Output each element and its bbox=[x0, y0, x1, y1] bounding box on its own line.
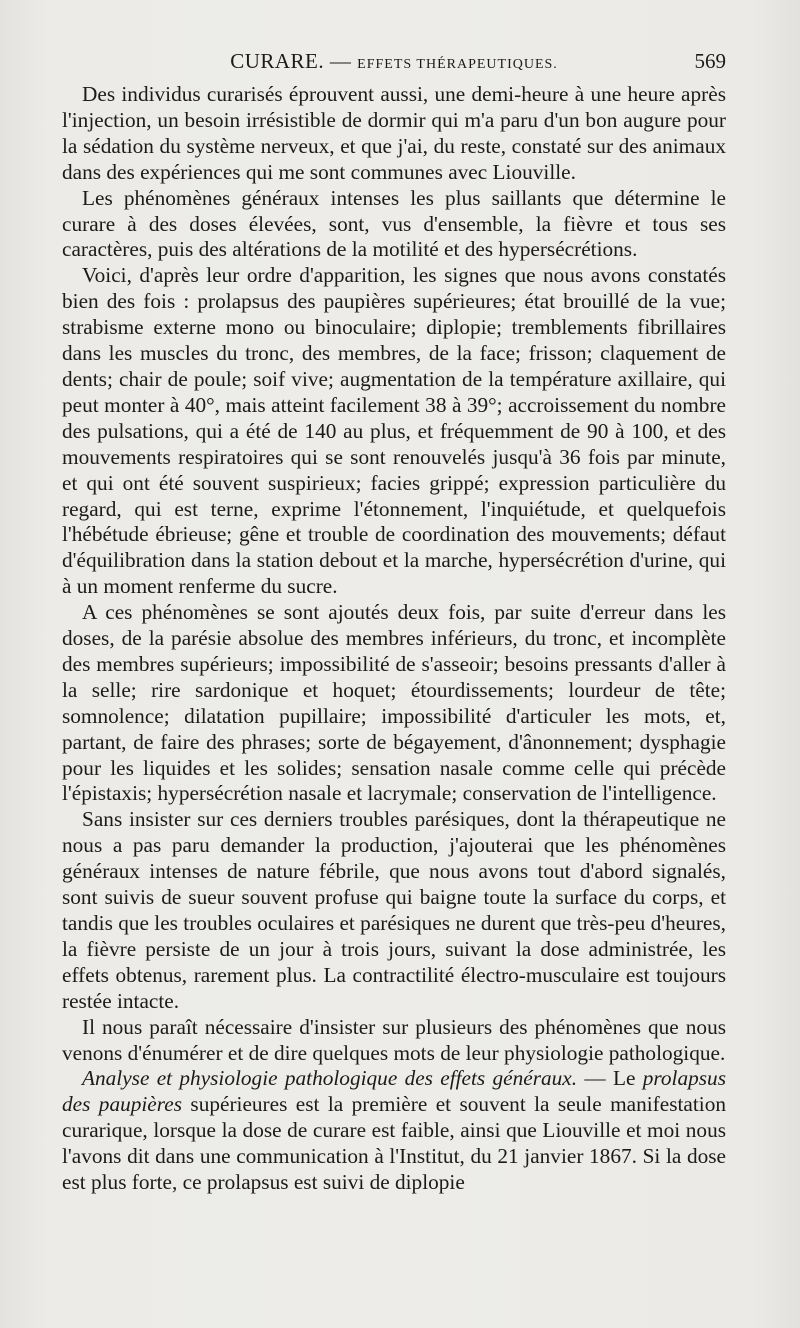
heading-dash: — Le bbox=[577, 1066, 643, 1091]
section-heading-italic: Analyse et physiologie pathologique des effets généraux. bbox=[82, 1066, 578, 1091]
running-title bbox=[62, 46, 726, 80]
paragraph: Voici, d'après leur ordre d'apparition, les signes que nous avons constatés bien des fois : prolapsus des paupières supérieures; état brouillé de la vue; strabisme externe mono ou binoculaire; diplopie; tremblements fibrillaires dans les muscles du tronc, des membres, de la face; frisson; claquement de dents; chair de poule; soif vive; augmentation de la température axillaire, qui peut monter à 40°, mais atteint facilement 38 à 39°; accroissement du nombre des pulsations, qui a été de 140 au plus, et fréquemment de 90 à 100, et des mouvements respiratoires qui se sont renouvelés jusqu'à 36 fois par minute, et qui ont été souvent suspirieux; facies grippé; expression particulière du regard, qui est terne, exprime l'étonnement, l'inquiétude, et quelquefois l'hébétude ébrieuse; gêne et trouble de coordination des mouvements; défaut d'équilibration dans la station debout et la marche, hypersécrétion d'urine, qui à un moment renferme du sucre. bbox=[62, 263, 726, 599]
paragraph: Sans insister sur ces derniers troubles parésiques, dont la thérapeutique ne nous a pas paru demander la production, j'ajouterai que les phénomènes généraux intenses de nature fébrile, que nous avons tout d'abord signalés, sont suivis de sueur souvent profuse qui baigne toute la surface du corps, et tandis que les troubles oculaires et parésiques ne durent que très-peu d'heures, la fièvre persiste de un jour à trois jours, suivant la dose administrée, les effets obtenus, rarement plus. La contractilité électro-musculaire est toujours restée intacte. bbox=[62, 807, 726, 1013]
paragraph-analysis bbox=[62, 1066, 726, 1196]
paragraph: A ces phénomènes se sont ajoutés deux fois, par suite d'erreur dans les doses, de la parésie absolue des membres inférieurs, du tronc, et incomplète des membres supérieurs; impossibilité de s'asseoir; besoins pressants d'aller à la selle; rire sardonique et hoquet; étourdissements; lourdeur de tête; somnolence; dilatation pupillaire; impossibilité d'articuler les mots, et, partant, de faire des phrases; sorte de bégayement, d'ânonnement; dysphagie pour les liquides et les solides; sensation nasale comme celle qui précède l'épistaxis; hypersécrétion nasale et lacrymale; conservation de l'intelligence. bbox=[62, 600, 726, 806]
paragraph-rest: supérieures est la première et souvent la seule manifestation curarique, lorsque la dose de curare est faible, ainsi que Liouville et moi nous l'avons dit dans une communication à l'Institut, du 21 janvier 1867. Si la dose est plus forte, ce prolapsus est suivi de diplopie bbox=[62, 1092, 726, 1195]
paragraph: Il nous paraît nécessaire d'insister sur plusieurs des phénomènes que nous venons d'énumérer et de dire quelques mots de leur physiologie pathologique. bbox=[62, 1014, 726, 1065]
running-title-main: CURARE. — bbox=[230, 49, 352, 73]
paragraph: Des individus curarisés éprouvent aussi, une demi-heure à une heure après l'injection, un besoin irrésistible de dormir qui m'a paru d'un bon augure pour la sédation du système nerveux, et que j'ai, du reste, constaté sur des animaux dans des expériences qui me sont communes avec Liouville. bbox=[62, 82, 726, 184]
running-title-sub: EFFETS THÉRAPEUTIQUES. bbox=[357, 57, 558, 72]
body-text bbox=[62, 82, 726, 1196]
running-header bbox=[62, 46, 726, 76]
italic-term: prolapsus des paupières bbox=[62, 1066, 726, 1117]
page-number: 569 bbox=[694, 49, 726, 73]
paragraph: Les phénomènes généraux intenses les plus saillants que détermine le curare à des doses élevées, sont, vus d'ensemble, la fièvre et tous ses caractères, puis des altérations de la motilité et des hypersécrétions. bbox=[62, 185, 726, 262]
